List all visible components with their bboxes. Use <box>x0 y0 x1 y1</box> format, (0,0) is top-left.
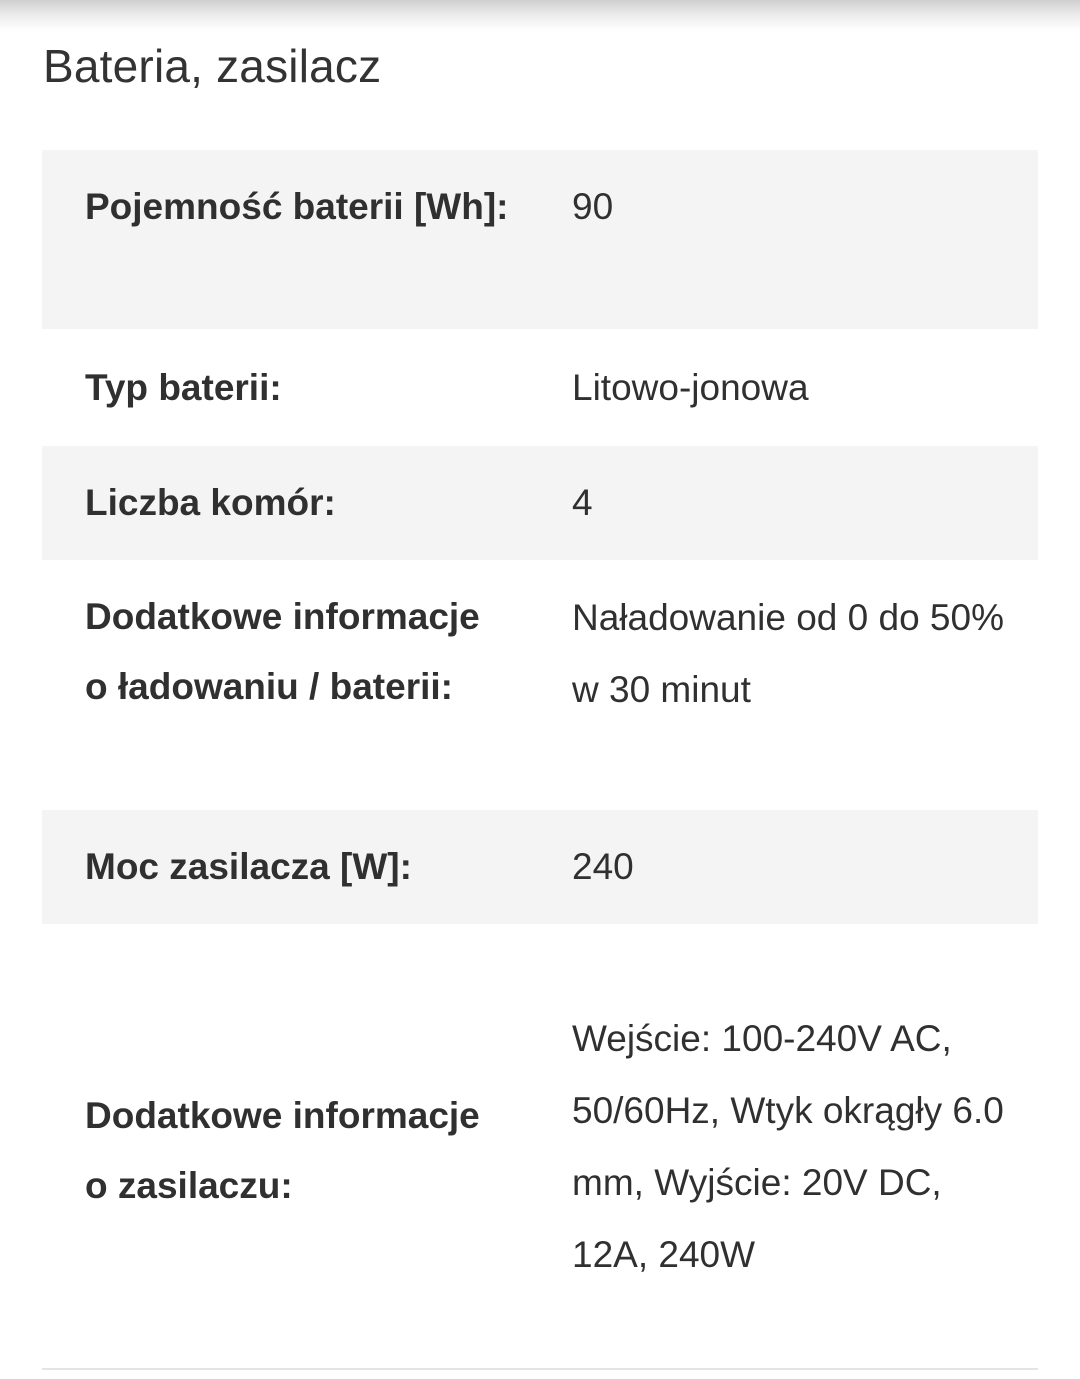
spec-label: Liczba komór: <box>85 482 336 523</box>
spec-label: Moc zasilacza [W]: <box>85 846 412 887</box>
spec-row-charging-info <box>42 560 1038 810</box>
spec-row-adapter-info <box>42 924 1038 1368</box>
spec-row-battery-type <box>42 329 1038 446</box>
spec-label: Typ baterii: <box>85 366 282 408</box>
spec-value: Naładowanie od 0 do 50% w 30 minut <box>572 597 1004 710</box>
spec-row-battery-capacity <box>42 150 1038 329</box>
spec-value: Litowo-jonowa <box>572 366 809 408</box>
spec-label: Dodatkowe informacje o zasilaczu: <box>85 1095 480 1206</box>
header-shadow <box>0 0 1080 30</box>
spec-row-adapter-power <box>42 810 1038 924</box>
spec-row-cell-count <box>42 446 1038 560</box>
spec-label: Pojemność baterii [Wh]: <box>85 186 509 227</box>
divider <box>42 1368 1038 1370</box>
spec-value: 4 <box>572 482 593 523</box>
spec-value: 240 <box>572 846 634 887</box>
spec-value: Wejście: 100-240V AC, 50/60Hz, Wtyk okrągły 6.0 mm, Wyjście: 20V DC, 12A, 240W <box>572 1018 1004 1275</box>
spec-table <box>42 150 1038 1368</box>
spec-label: Dodatkowe informacje o ładowaniu / baterii: <box>85 596 480 707</box>
spec-value: 90 <box>572 186 614 227</box>
section-title: Bateria, zasilacz <box>43 40 382 92</box>
